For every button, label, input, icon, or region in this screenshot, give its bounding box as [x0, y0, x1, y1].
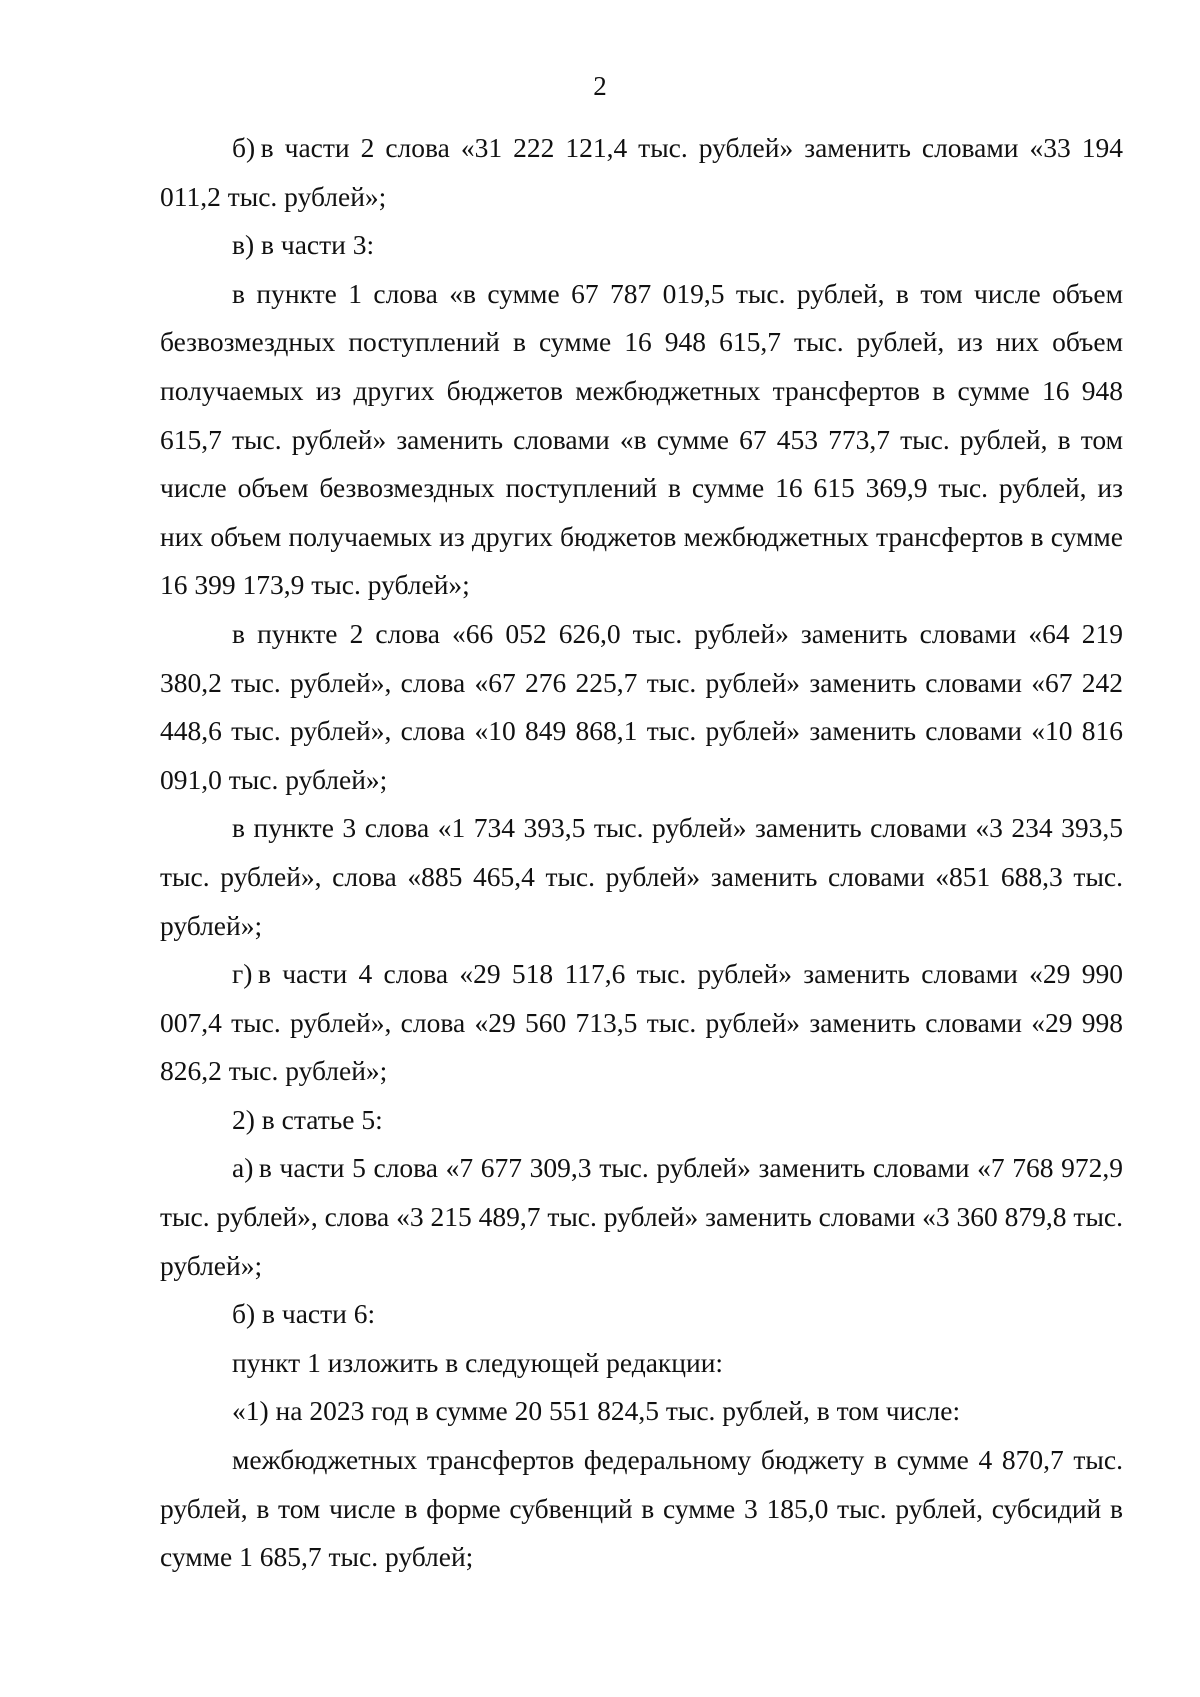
paragraph-b-part-6: б) в части 6:	[232, 1298, 376, 1330]
paragraph-g-part-4: г) в части 4 слова «29 518 117,6 тыс. рублей» заменить словами «29 990 007,4 тыс. рублей», слова «29 560 713,5 тыс. рублей» заменить словами «29 998 826,2 тыс. рублей»;	[160, 958, 1123, 1087]
paragraph-point-2: в пункте 2 слова «66 052 626,0 тыс. рублей» заменить словами «64 219 380,2 тыс. рублей», слова «67 276 225,7 тыс. рублей» заменить словами «67 242 448,6 тыс. рублей», слова «10 849 868,1 тыс. рублей» заменить словами «10 816 091,0 тыс. рублей»;	[160, 617, 1123, 795]
page-number: 2	[593, 71, 607, 101]
paragraph-federal-transfers: межбюджетных трансфертов федеральному бюджету в сумме 4 870,7 тыс. рублей, в том числе в форме субвенций в сумме 3 185,0 тыс. рублей, субсидий в сумме 1 685,7 тыс. рублей;	[160, 1444, 1123, 1573]
paragraph-v-part-3: в) в части 3:	[232, 229, 375, 261]
paragraph-2023-sum: «1) на 2023 год в сумме 20 551 824,5 тыс. рублей, в том числе:	[232, 1395, 961, 1427]
paragraph-article-5: 2) в статье 5:	[232, 1103, 383, 1135]
paragraph-a-part-5: а) в части 5 слова «7 677 309,3 тыс. рублей» заменить словами «7 768 972,9 тыс. рублей», слова «3 215 489,7 тыс. рублей» заменить словами «3 360 879,8 тыс. рублей»;	[160, 1152, 1123, 1281]
paragraph-point-3: в пункте 3 слова «1 734 393,5 тыс. рублей» заменить словами «3 234 393,5 тыс. рублей», слова «885 465,4 тыс. рублей» заменить словами «851 688,3 тыс. рублей»;	[160, 812, 1123, 941]
document-body	[160, 124, 1123, 1582]
paragraph-b-part-2: б) в части 2 слова «31 222 121,4 тыс. рублей» заменить словами «33 194 011,2 тыс. рублей»;	[160, 132, 1123, 212]
paragraph-point-1: в пункте 1 слова «в сумме 67 787 019,5 тыс. рублей, в том числе объем безвозмездных поступлений в сумме 16 948 615,7 тыс. рублей, из них объем получаемых из других бюджетов межбюджетных трансфертов в сумме 16 948 615,7 тыс. рублей» заменить словами «в сумме 67 453 773,7 тыс. рублей, в том числе объем безвозмездных поступлений в сумме 16 615 369,9 тыс. рублей, из них объем получаемых из других бюджетов межбюджетных трансфертов в сумме 16 399 173,9 тыс. рублей»;	[160, 277, 1123, 601]
paragraph-point-1-wording: пункт 1 изложить в следующей редакции:	[232, 1346, 724, 1378]
